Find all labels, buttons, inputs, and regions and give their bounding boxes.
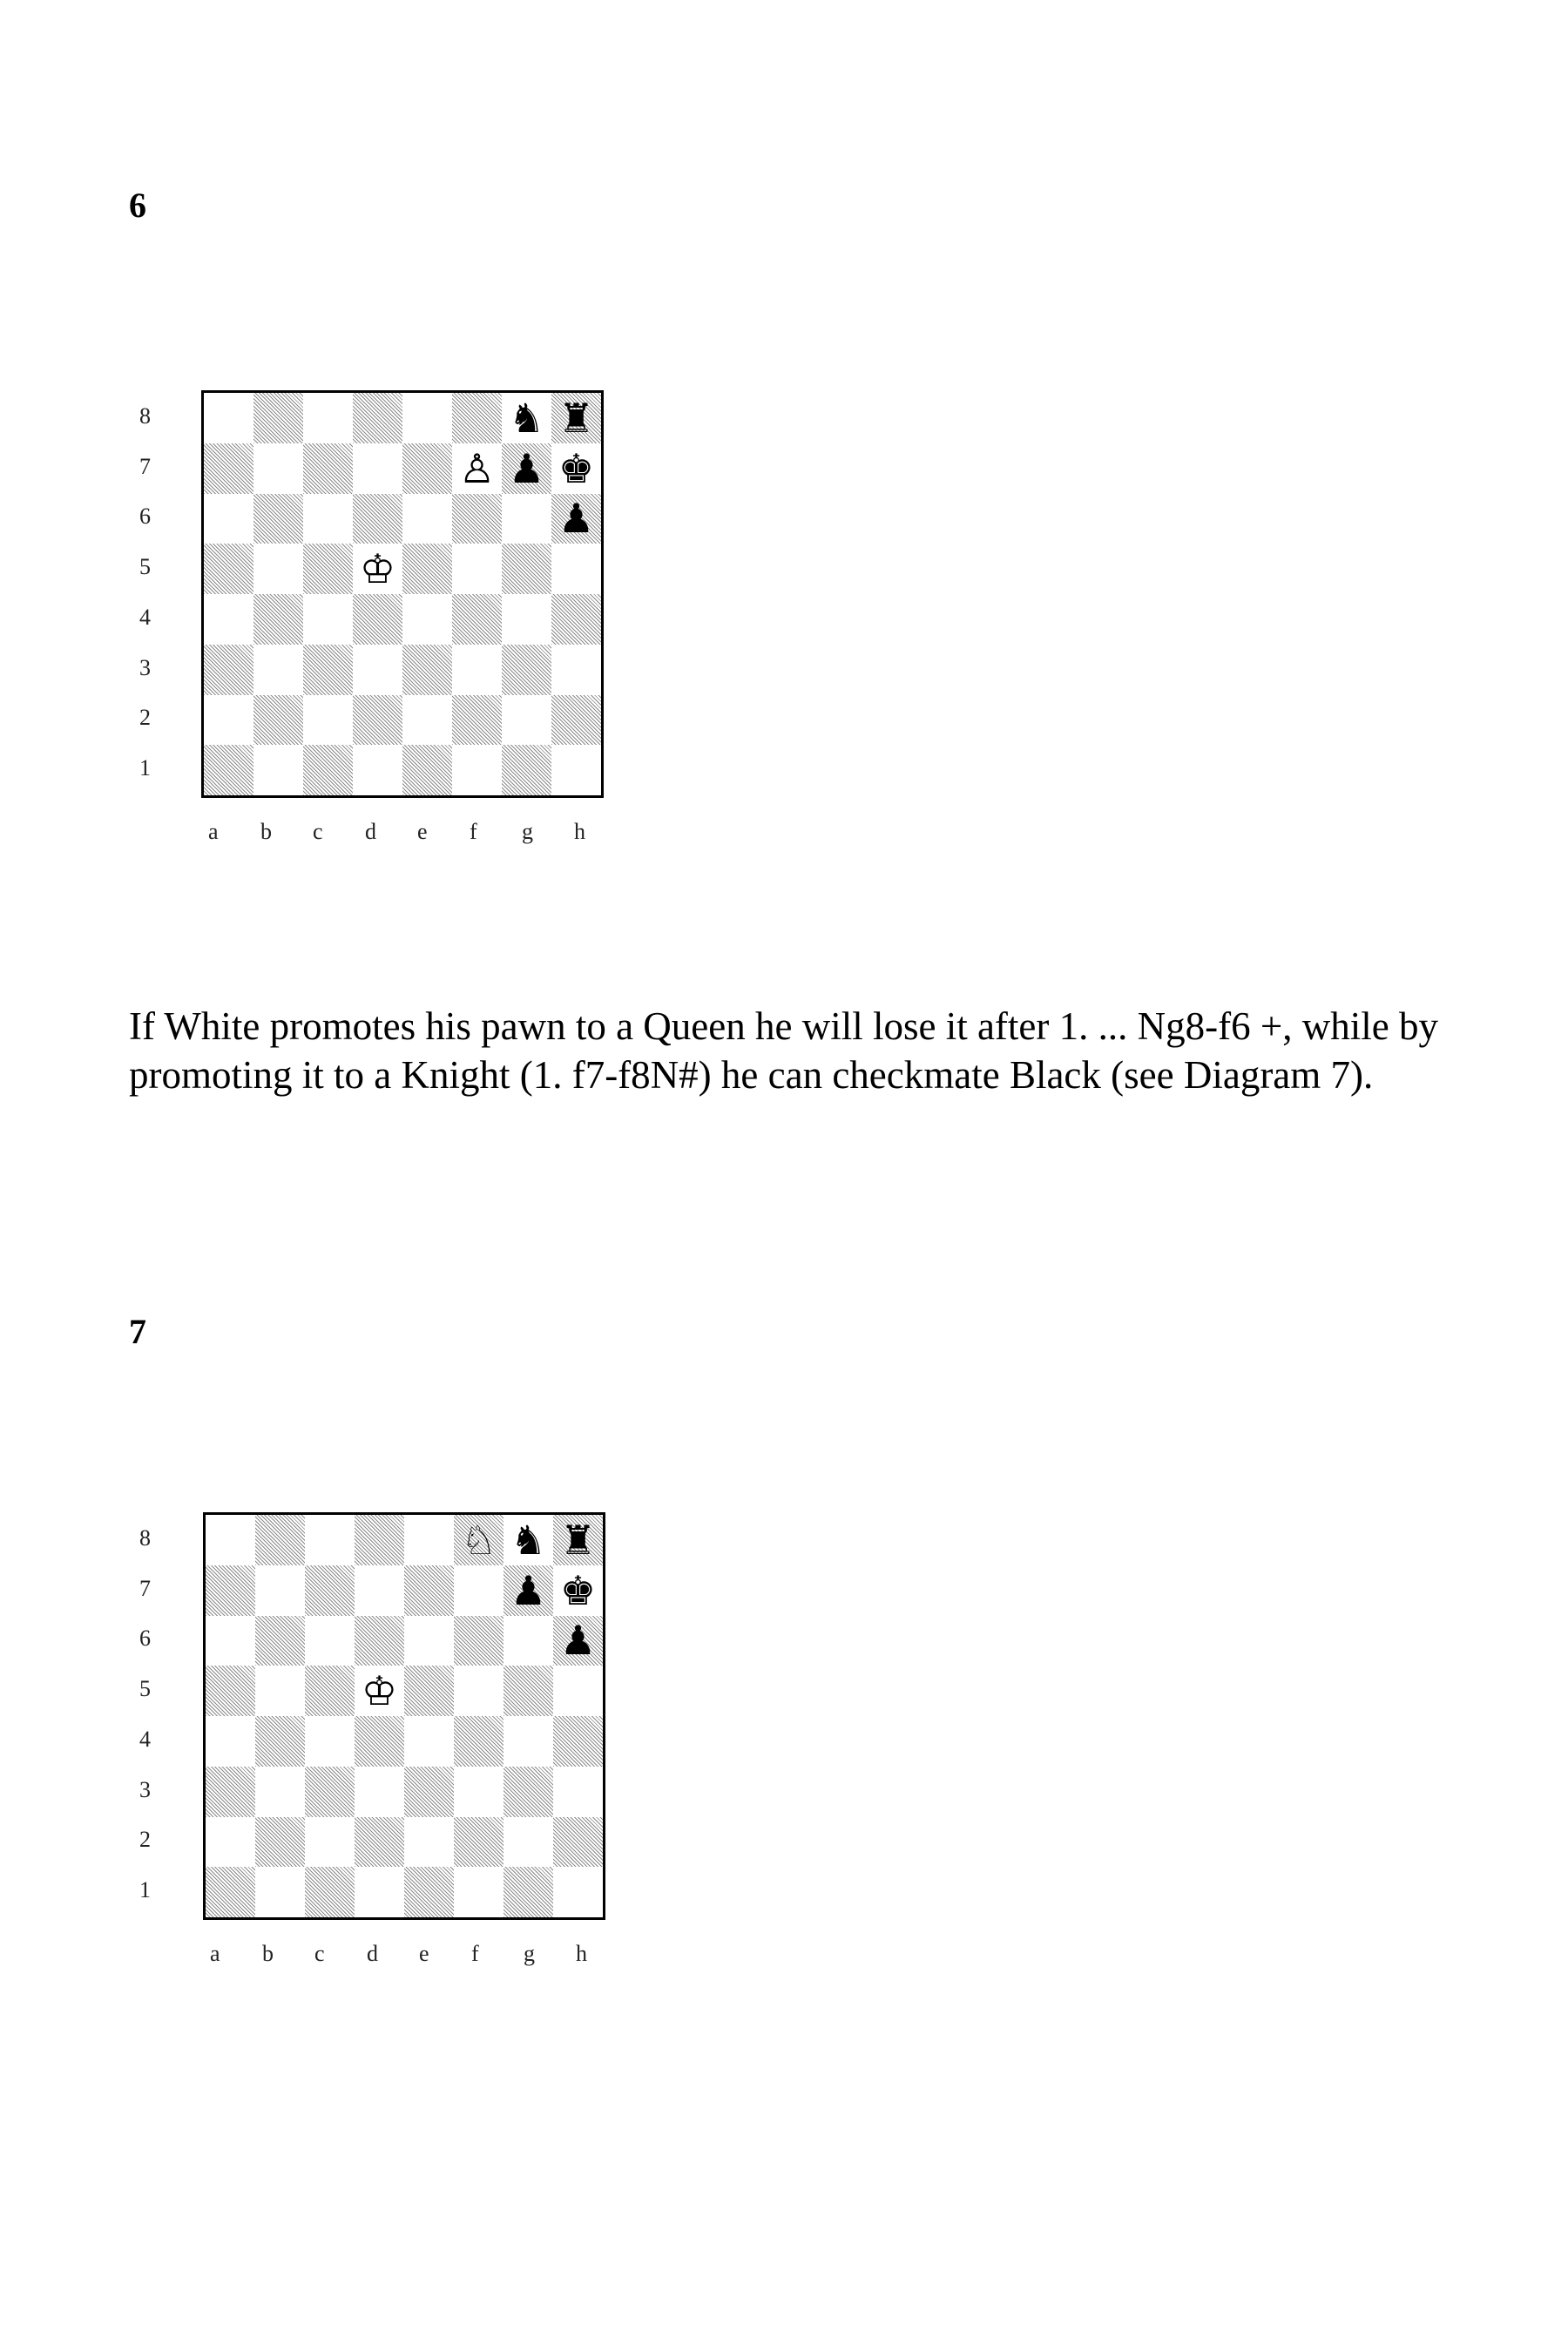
square-b6	[255, 1616, 305, 1666]
square-h3	[553, 1767, 603, 1817]
rank-label-8: 8	[139, 1524, 151, 1551]
square-g7	[502, 443, 551, 494]
square-a3	[206, 1767, 255, 1817]
square-h2	[553, 1817, 603, 1868]
square-a8	[204, 393, 253, 443]
square-f5	[452, 544, 502, 594]
square-c1	[303, 745, 353, 795]
square-h5	[551, 544, 601, 594]
square-c2	[305, 1817, 355, 1868]
square-d6	[353, 494, 402, 544]
square-a2	[204, 695, 253, 746]
square-e8	[404, 1515, 454, 1565]
black-pawn-icon: ♟	[559, 1617, 597, 1665]
square-d1	[353, 745, 402, 795]
square-f2	[452, 695, 502, 746]
black-pawn-icon: ♟	[508, 444, 545, 492]
square-d8	[353, 393, 402, 443]
square-b3	[253, 645, 303, 695]
square-h6	[553, 1616, 603, 1666]
black-king-icon: ♚	[558, 444, 595, 492]
square-c7	[305, 1565, 355, 1616]
square-f3	[454, 1767, 504, 1817]
square-g4	[504, 1716, 553, 1767]
white-king-icon: ♔	[359, 545, 396, 593]
rank-label-3: 3	[139, 1776, 151, 1802]
rank-label-4: 4	[139, 604, 151, 630]
black-pawn-icon: ♟	[558, 495, 595, 543]
white-king-icon: ♔	[361, 1667, 398, 1715]
square-d5	[355, 1666, 404, 1716]
file-label-e: e	[417, 819, 428, 844]
square-b4	[253, 594, 303, 645]
rank-label-1: 1	[139, 1877, 151, 1903]
square-a5	[206, 1666, 255, 1716]
square-b5	[255, 1666, 305, 1716]
file-label-d: d	[365, 819, 376, 844]
file-label-g: g	[522, 819, 533, 844]
square-b7	[253, 443, 303, 494]
square-a1	[206, 1867, 255, 1917]
file-label-f: f	[470, 819, 477, 844]
square-a7	[204, 443, 253, 494]
black-rook-icon: ♜	[558, 394, 595, 442]
square-c8	[305, 1515, 355, 1565]
square-f7	[452, 443, 502, 494]
square-f6	[452, 494, 502, 544]
square-g8	[504, 1515, 553, 1565]
square-h2	[551, 695, 601, 746]
square-d4	[353, 594, 402, 645]
square-b6	[253, 494, 303, 544]
rank-label-4: 4	[139, 1726, 151, 1752]
square-c4	[303, 594, 353, 645]
square-g1	[504, 1867, 553, 1917]
square-g8	[502, 393, 551, 443]
explanation-text: If White promotes his pawn to a Queen he will lose it after 1. ... Ng8-f6 +, while by promoting it to a Knight (1. f7-f8N#) he can checkmate Black (see Diagram 7).	[129, 1004, 1438, 1097]
rank-label-2: 2	[139, 1827, 151, 1853]
file-label-f: f	[471, 1941, 479, 1966]
square-e7	[402, 443, 452, 494]
rank-label-3: 3	[139, 654, 151, 680]
square-c3	[305, 1767, 355, 1817]
diagram-7-number: 7	[129, 1312, 146, 1351]
square-d5	[353, 544, 402, 594]
square-d2	[353, 695, 402, 746]
square-g2	[504, 1817, 553, 1868]
square-h4	[551, 594, 601, 645]
square-f1	[454, 1867, 504, 1917]
square-f1	[452, 745, 502, 795]
rank-label-6: 6	[139, 504, 151, 530]
square-f3	[452, 645, 502, 695]
square-f4	[452, 594, 502, 645]
file-label-h: h	[576, 1941, 587, 1966]
square-a6	[204, 494, 253, 544]
rank-label-7: 7	[139, 1575, 151, 1601]
square-f7	[454, 1565, 504, 1616]
chess-board-diagram-6	[201, 390, 604, 798]
square-h8	[553, 1515, 603, 1565]
square-d7	[355, 1565, 404, 1616]
rank-label-2: 2	[139, 705, 151, 731]
white-pawn-icon: ♙	[458, 444, 496, 492]
square-c8	[303, 393, 353, 443]
square-b2	[255, 1817, 305, 1868]
square-a1	[204, 745, 253, 795]
square-d8	[355, 1515, 404, 1565]
black-pawn-icon: ♟	[510, 1566, 547, 1614]
square-b2	[253, 695, 303, 746]
square-d3	[355, 1767, 404, 1817]
diagram-6-number: 6	[129, 186, 146, 225]
square-a8	[206, 1515, 255, 1565]
square-d6	[355, 1616, 404, 1666]
square-d4	[355, 1716, 404, 1767]
square-f6	[454, 1616, 504, 1666]
square-d2	[355, 1817, 404, 1868]
square-e4	[404, 1716, 454, 1767]
square-a3	[204, 645, 253, 695]
square-g4	[502, 594, 551, 645]
square-a4	[206, 1716, 255, 1767]
square-a7	[206, 1565, 255, 1616]
rank-label-8: 8	[139, 402, 151, 429]
square-h5	[553, 1666, 603, 1716]
square-e8	[402, 393, 452, 443]
square-b4	[255, 1716, 305, 1767]
square-b8	[255, 1515, 305, 1565]
square-f4	[454, 1716, 504, 1767]
square-c7	[303, 443, 353, 494]
rank-label-6: 6	[139, 1625, 151, 1652]
file-label-b: b	[262, 1941, 274, 1966]
square-c6	[305, 1616, 355, 1666]
square-g6	[502, 494, 551, 544]
square-g7	[504, 1565, 553, 1616]
square-g2	[502, 695, 551, 746]
square-e3	[404, 1767, 454, 1817]
square-h1	[551, 745, 601, 795]
file-label-g: g	[524, 1941, 535, 1966]
square-h1	[553, 1867, 603, 1917]
square-f5	[454, 1666, 504, 1716]
square-b5	[253, 544, 303, 594]
file-label-a: a	[210, 1941, 220, 1966]
square-c5	[303, 544, 353, 594]
square-f2	[454, 1817, 504, 1868]
square-d3	[353, 645, 402, 695]
black-knight-icon: ♞	[508, 394, 545, 442]
square-c1	[305, 1867, 355, 1917]
square-b1	[255, 1867, 305, 1917]
square-f8	[454, 1515, 504, 1565]
square-e4	[402, 594, 452, 645]
square-h3	[551, 645, 601, 695]
black-rook-icon: ♜	[559, 1516, 597, 1564]
square-e5	[402, 544, 452, 594]
square-c6	[303, 494, 353, 544]
square-e7	[404, 1565, 454, 1616]
square-e2	[404, 1817, 454, 1868]
square-f8	[452, 393, 502, 443]
square-a2	[206, 1817, 255, 1868]
file-label-c: c	[313, 819, 323, 844]
square-e1	[402, 745, 452, 795]
square-g5	[502, 544, 551, 594]
square-b1	[253, 745, 303, 795]
file-label-d: d	[367, 1941, 378, 1966]
square-h7	[553, 1565, 603, 1616]
file-label-b: b	[260, 819, 272, 844]
square-e1	[404, 1867, 454, 1917]
file-label-a: a	[208, 819, 219, 844]
file-label-h: h	[574, 819, 585, 844]
square-h4	[553, 1716, 603, 1767]
square-e6	[404, 1616, 454, 1666]
rank-label-1: 1	[139, 755, 151, 781]
explanation-paragraph	[129, 1002, 1453, 1099]
square-c4	[305, 1716, 355, 1767]
square-b8	[253, 393, 303, 443]
white-knight-icon: ♘	[460, 1516, 497, 1564]
square-d1	[355, 1867, 404, 1917]
square-e5	[404, 1666, 454, 1716]
square-e6	[402, 494, 452, 544]
square-g1	[502, 745, 551, 795]
black-king-icon: ♚	[559, 1566, 597, 1614]
square-h7	[551, 443, 601, 494]
square-c5	[305, 1666, 355, 1716]
square-e2	[402, 695, 452, 746]
square-a5	[204, 544, 253, 594]
rank-label-5: 5	[139, 1676, 151, 1702]
square-g3	[504, 1767, 553, 1817]
square-g3	[502, 645, 551, 695]
square-c2	[303, 695, 353, 746]
square-g6	[504, 1616, 553, 1666]
square-g5	[504, 1666, 553, 1716]
rank-label-7: 7	[139, 453, 151, 479]
square-a6	[206, 1616, 255, 1666]
square-b7	[255, 1565, 305, 1616]
rank-label-5: 5	[139, 554, 151, 580]
square-e3	[402, 645, 452, 695]
square-h8	[551, 393, 601, 443]
square-c3	[303, 645, 353, 695]
square-d7	[353, 443, 402, 494]
file-label-c: c	[314, 1941, 325, 1966]
square-a4	[204, 594, 253, 645]
square-b3	[255, 1767, 305, 1817]
square-h6	[551, 494, 601, 544]
file-label-e: e	[419, 1941, 429, 1966]
chess-board-diagram-7	[203, 1512, 605, 1920]
black-knight-icon: ♞	[510, 1516, 547, 1564]
